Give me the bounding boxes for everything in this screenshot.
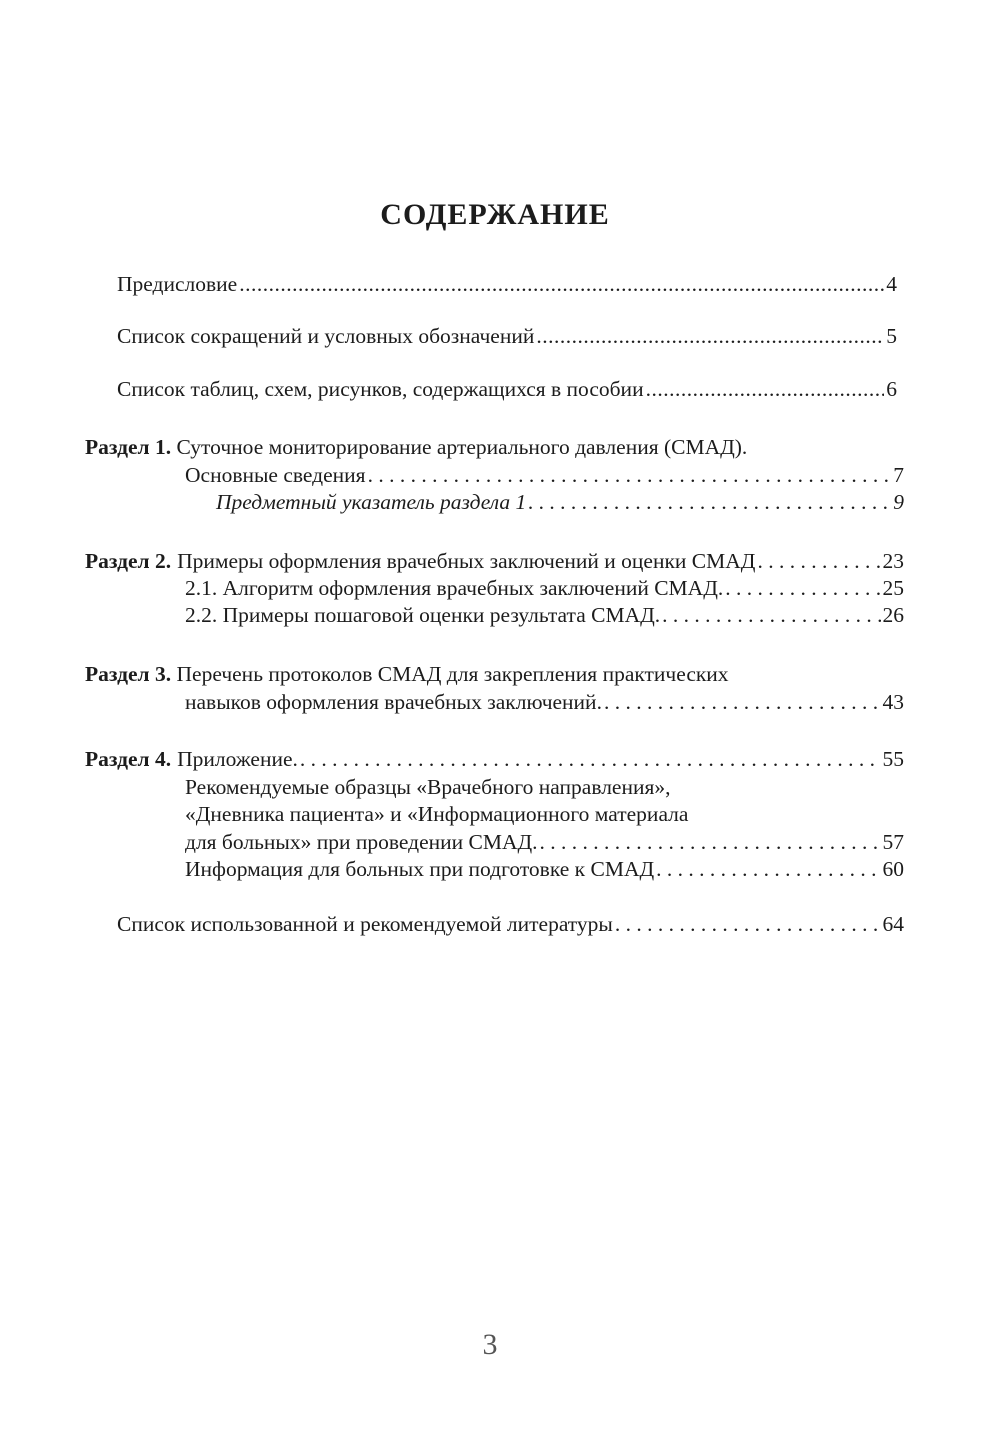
toc-page-number: 4	[886, 272, 897, 296]
toc-section-2-heading[interactable]	[85, 547, 904, 575]
toc-page-number: 5	[886, 324, 897, 348]
toc-leader	[300, 745, 881, 773]
toc-page-number: 7	[893, 463, 904, 487]
toc-section-2-2[interactable]	[185, 601, 904, 629]
toc-entry-text: Список сокращений и условных обозначений	[117, 324, 535, 348]
toc-entry-text: Информация для больных при подготовке к СМАД	[185, 857, 655, 881]
toc-entry-text: 2.2. Примеры пошаговой оценки результата СМАД.	[185, 603, 661, 627]
toc-leader	[536, 322, 884, 350]
toc-section-1-index[interactable]	[216, 488, 904, 516]
toc-page-number: 43	[882, 690, 904, 714]
toc-section-1-heading[interactable]	[85, 433, 747, 461]
toc-entry-abbreviations[interactable]	[117, 322, 897, 350]
section-title: Приложение.	[177, 747, 298, 771]
toc-leader	[615, 910, 881, 938]
toc-page-number: 57	[882, 830, 904, 854]
toc-entry-text: Список таблиц, схем, рисунков, содержащихся в пособии	[117, 377, 644, 401]
toc-leader	[540, 828, 881, 856]
toc-entry-text: 2.1. Алгоритм оформления врачебных заключений СМАД.	[185, 576, 724, 600]
toc-section-4-sub1-line2: «Дневника пациента» и «Информационного материала	[185, 802, 689, 826]
toc-page-number: 55	[882, 747, 904, 771]
section-title: Примеры оформления врачебных заключений и оценки СМАД	[177, 549, 756, 573]
toc-leader	[528, 488, 891, 516]
toc-page-number: 64	[882, 912, 904, 936]
section-label: Раздел 3.	[85, 662, 172, 686]
toc-leader	[368, 461, 892, 489]
section-title-line2: Основные сведения	[185, 463, 366, 487]
page-title: СОДЕРЖАНИЕ	[380, 198, 610, 231]
toc-section-4-heading[interactable]	[85, 745, 904, 773]
toc-page-number: 23	[882, 549, 904, 573]
section-title-line1: Суточное мониторирование артериального давления (СМАД).	[176, 435, 748, 459]
section-label: Раздел 2.	[85, 549, 172, 573]
toc-page-number: 25	[882, 576, 904, 600]
toc-entry-bibliography[interactable]	[117, 910, 904, 938]
toc-leader	[725, 574, 880, 602]
toc-entry-text: Предисловие	[117, 272, 238, 296]
toc-entry-text: Список использованной и рекомендуемой литературы	[117, 912, 613, 936]
toc-page-number: 60	[882, 857, 904, 881]
toc-entry-text: для больных» при проведении СМАД.	[185, 830, 538, 854]
section-title-line2: навыков оформления врачебных заключений.	[185, 690, 602, 714]
toc-section-3-line2[interactable]	[185, 688, 904, 716]
toc-leader	[757, 547, 880, 575]
toc-leader	[604, 688, 881, 716]
toc-page-number: 26	[882, 603, 904, 627]
toc-section-3-heading[interactable]	[85, 660, 729, 688]
toc-entry-text: Предметный указатель раздела 1	[216, 490, 527, 514]
toc-leader	[662, 601, 880, 629]
toc-section-4-sub1-line3[interactable]	[185, 828, 904, 856]
section-label: Раздел 1.	[85, 435, 172, 459]
page-number: 3	[482, 1328, 498, 1361]
toc-leader	[239, 270, 884, 298]
toc-entry-tables-list[interactable]	[117, 375, 897, 403]
toc-section-4-sub1-line1: Рекомендуемые образцы «Врачебного направления»,	[185, 775, 671, 799]
toc-leader	[646, 375, 885, 403]
toc-section-2-1[interactable]	[185, 574, 904, 602]
toc-section-1-line2[interactable]	[185, 461, 904, 489]
section-label: Раздел 4.	[85, 747, 172, 771]
toc-page-number: 6	[886, 377, 897, 401]
section-title-line1: Перечень протоколов СМАД для закрепления практических	[176, 662, 729, 686]
toc-leader	[656, 855, 880, 883]
toc-page-number: 9	[893, 490, 904, 514]
toc-entry-preface[interactable]	[117, 270, 897, 298]
toc-section-4-sub2[interactable]	[185, 855, 904, 883]
